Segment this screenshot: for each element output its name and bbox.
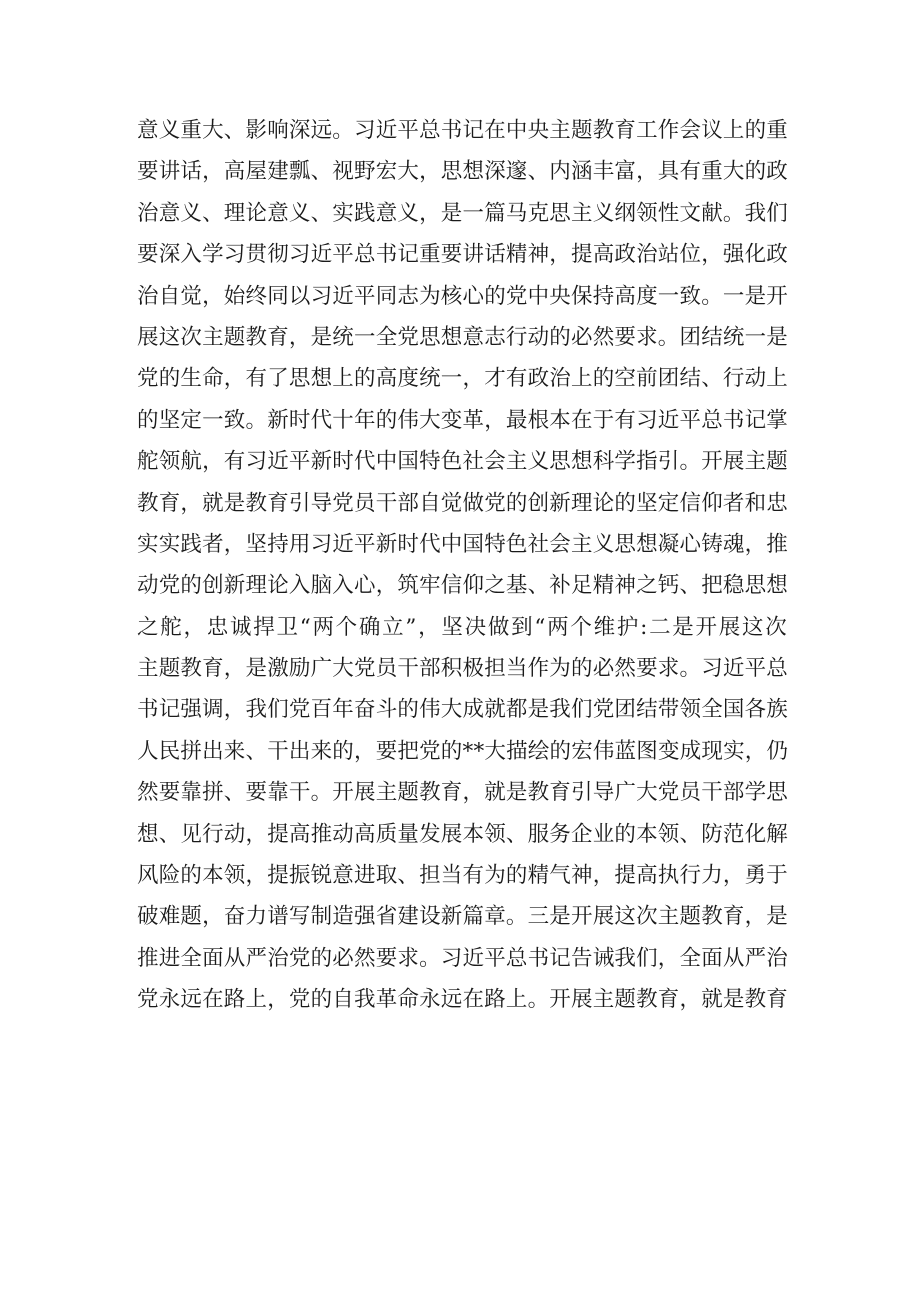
text-line-9: 舵领航，有习近平新时代中国特色社会主义思想科学指引。开展主题	[137, 449, 789, 475]
text-line-13: 之舵，忠诚捍卫“两个确立”，坚决做到“两个维护:二是开展这次	[137, 614, 787, 640]
body-paragraph	[137, 110, 787, 1021]
text-line-8: 的坚定一致。新时代十年的伟大变革，最根本在于有习近平总书记掌	[137, 407, 789, 433]
text-line-10: 教育，就是教育引导党员干部自觉做党的创新理论的坚定信仰者和忠	[137, 490, 789, 516]
text-line-20: 破难题，奋力谱写制造强省建设新篇章。三是开展这次主题教育，是	[137, 904, 789, 930]
text-line-17: 然要靠拼、要靠干。开展主题教育，就是教育引导广大党员干部学思	[137, 780, 789, 806]
text-line-11: 实实践者，坚持用习近平新时代中国特色社会主义思想凝心铸魂，推	[137, 531, 789, 557]
text-line-15: 书记强调，我们党百年奋斗的伟大成就都是我们党团结带领全国各族	[137, 697, 789, 723]
text-line-14: 主题教育，是激励广大党员干部积极担当作为的必然要求。习近平总	[137, 656, 789, 682]
text-line-2: 要讲话，高屋建瓢、视野宏大，思想深邃、内涵丰富，具有重大的政	[137, 159, 789, 185]
text-line-19: 风险的本领，提振锐意进取、担当有为的精气神，提高执行力，勇于	[137, 863, 789, 889]
text-line-6: 展这次主题教育，是统一全党思想意志行动的必然要求。团结统一是	[137, 324, 789, 350]
text-line-18: 想、见行动，提高推动高质量发展本领、服务企业的本领、防范化解	[137, 821, 789, 847]
text-line-16: 人民拼出来、干出来的，要把党的**大描绘的宏伟蓝图变成现实，仍	[137, 738, 789, 764]
text-line-22: 党永远在路上，党的自我革命永远在路上。开展主题教育，就是教育	[137, 987, 789, 1013]
text-line-12: 动党的创新理论入脑入心，筑牢信仰之基、补足精神之钙、把稳思想	[137, 573, 789, 599]
text-line-21: 推进全面从严治党的必然要求。习近平总书记告诫我们，全面从严治	[137, 945, 789, 971]
text-line-7: 党的生命，有了思想上的高度统一，才有政治上的空前团结、行动上	[137, 366, 789, 392]
text-line-3: 治意义、理论意义、实践意义，是一篇马克思主义纲领性文献。我们	[137, 200, 789, 226]
text-line-1: 意义重大、影响深远。习近平总书记在中央主题教育工作会议上的重	[137, 118, 789, 143]
text-line-4: 要深入学习贯彻习近平总书记重要讲话精神，提高政治站位，强化政	[137, 242, 789, 268]
text-line-5: 治自觉，始终同以习近平同志为核心的党中央保持高度一致。一是开	[137, 283, 789, 309]
